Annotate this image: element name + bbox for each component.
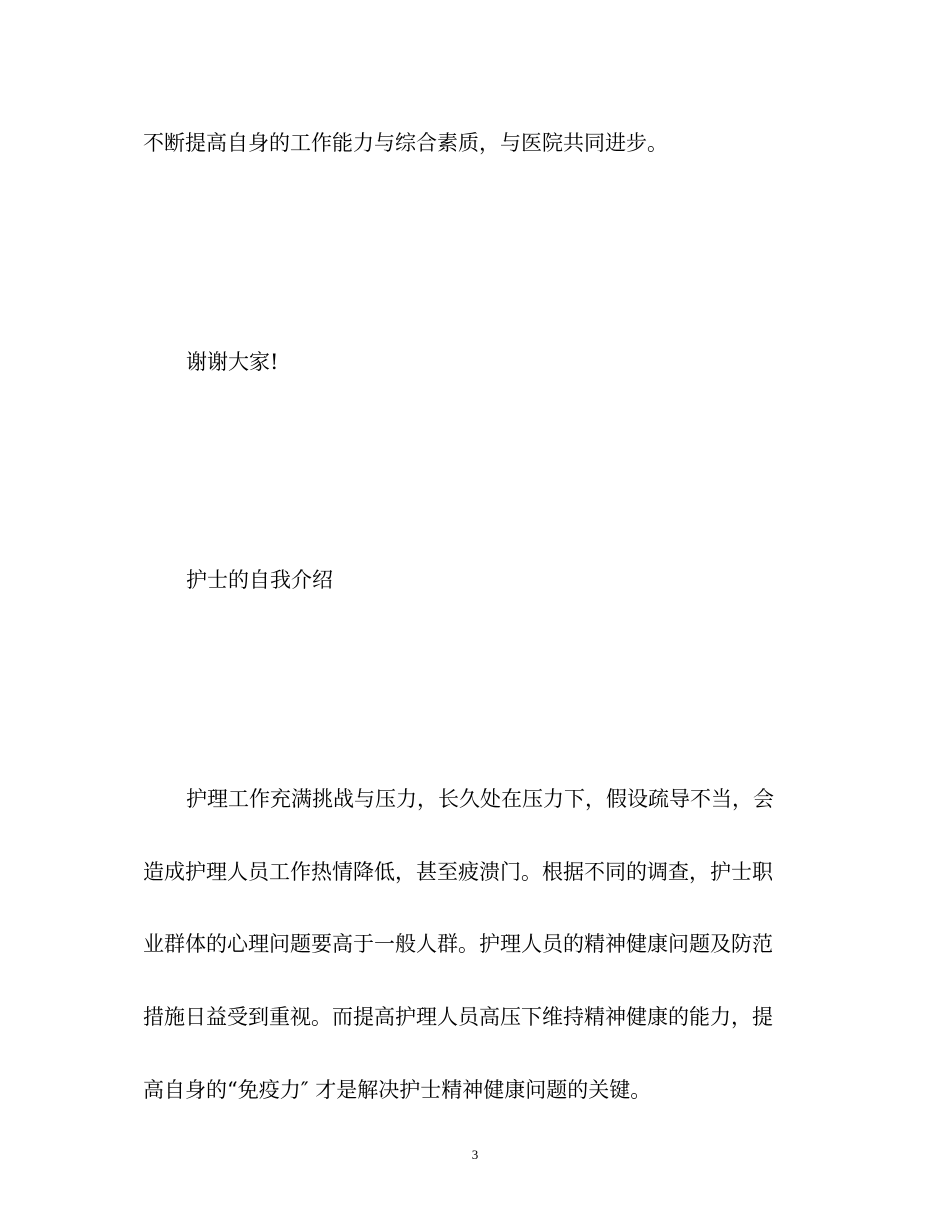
closing-line: 谢谢大家! xyxy=(186,350,279,374)
paragraph-line: 业群体的心理问题要高于一般人群。护理人员的精神健康问题及防范 xyxy=(143,932,773,956)
paragraph-line: 造成护理人员工作热情降低，甚至疲溃门。根据不同的调查，护士职 xyxy=(143,860,773,884)
paragraph-line: 护理工作充满挑战与压力，长久处在压力下，假设疏导不当，会 xyxy=(186,787,774,811)
paragraph-line: 措施日益受到重视。而提高护理人员高压下维持精神健康的能力，提 xyxy=(143,1005,773,1029)
paragraph-line: 高自身的“免疫力″ 才是解决护士精神健康问题的关键。 xyxy=(143,1078,652,1102)
section-title: 护士的自我介绍 xyxy=(186,568,333,592)
continuation-line: 不断提高自身的工作能力与综合素质，与医院共同进步。 xyxy=(143,131,668,155)
page-number: 3 xyxy=(471,1147,479,1162)
